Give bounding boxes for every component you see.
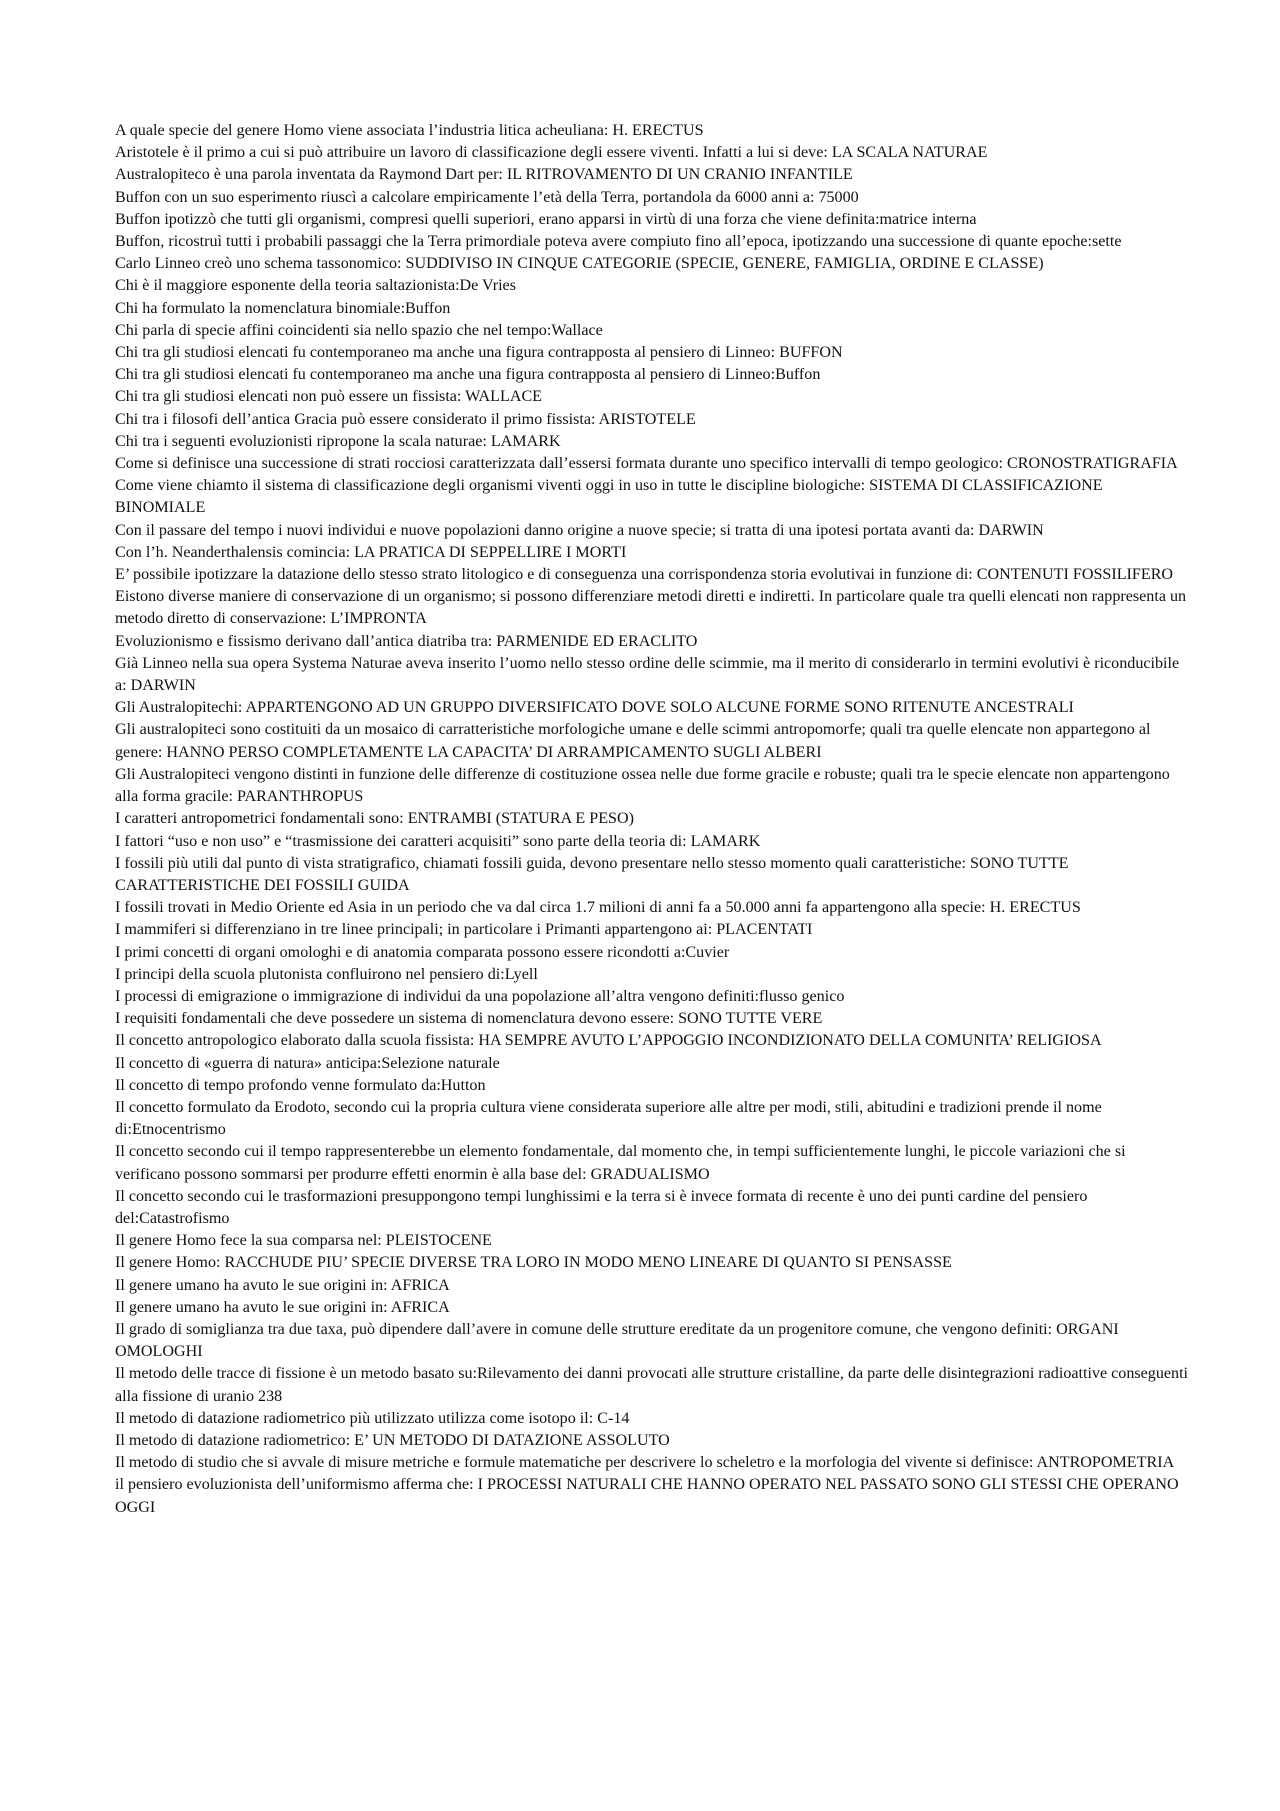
qa-line: Chi parla di specie affini coincidenti sia nello spazio che nel tempo:Wallace <box>115 321 603 339</box>
qa-line: Il grado di somiglianza tra due taxa, può dipendere dall’avere in comune delle strutture ereditate da un progenitore comune, che vengono definiti: ORGANI OMOLOGHI <box>115 1320 1119 1361</box>
qa-line: Australopiteco è una parola inventata da Raymond Dart per: IL RITROVAMENTO DI UN CRANIO INFANTILE <box>115 166 853 184</box>
qa-line: I mammiferi si differenziano in tre linee principali; in particolare i Primanti appartengono ai: PLACENTATI <box>115 921 813 939</box>
qa-line: Il concetto di «guerra di natura» anticipa:Selezione naturale <box>115 1054 500 1072</box>
qa-line: Gli Australopiteci vengono distinti in funzione delle differenze di costituzione ossea nelle due forme gracile e robuste; quali tra le specie elencate non appartengono alla forma gracile: PARANTHROPUS <box>115 765 1170 806</box>
qa-line: I processi di emigrazione o immigrazione di individui da una popolazione all’altra vengono definiti:flusso genico <box>115 987 845 1005</box>
qa-line: I caratteri antropometrici fondamentali sono: ENTRAMBI (STATURA E PESO) <box>115 810 634 828</box>
qa-line: Il concetto di tempo profondo venne formulato da:Hutton <box>115 1076 486 1094</box>
qa-line: I fossili più utili dal punto di vista stratigrafico, chiamati fossili guida, devono presentare nello stesso momento quali caratteristiche: SONO TUTTE CARATTERISTICHE DEI FOSSILI GUIDA <box>115 854 1069 894</box>
qa-line: Il genere umano ha avuto le sue origini in: AFRICA <box>115 1298 450 1316</box>
qa-line: Aristotele è il primo a cui si può attribuire un lavoro di classificazione degli essere viventi. Infatti a lui si deve: LA SCALA NATURAE <box>115 144 988 162</box>
qa-line: Già Linneo nella sua opera Systema Naturae aveva inserito l’uomo nello stesso ordine delle scimmie, ma il merito di considerarlo in termini evolutivi è riconducibile a: DARWIN <box>115 654 1180 695</box>
qa-line: Chi tra i filosofi dell’antica Gracia può essere considerato il primo fissista: ARISTOTELE <box>115 410 696 428</box>
qa-line: I principi della scuola plutonista confluirono nel pensiero di:Lyell <box>115 965 538 983</box>
qa-line: Il metodo di datazione radiometrico più utilizzato utilizza come isotopo il: C-14 <box>115 1409 630 1427</box>
qa-line: Il genere Homo fece la sua comparsa nel: PLEISTOCENE <box>115 1232 492 1250</box>
qa-line: Chi tra gli studiosi elencati non può essere un fissista: WALLACE <box>115 388 543 406</box>
qa-line: I requisiti fondamentali che deve possedere un sistema di nomenclatura devono essere: SONO TUTTE VERE <box>115 1010 823 1028</box>
qa-line: Il concetto secondo cui le trasformazioni presuppongono tempi lunghissimi e la terra si è invece formata di recente è uno dei punti cardine del pensiero del:Catastrofismo <box>115 1187 1088 1227</box>
qa-line: Carlo Linneo creò uno schema tassonomico: SUDDIVISO IN CINQUE CATEGORIE (SPECIE, GENERE, FAMIGLIA, ORDINE E CLASSE) <box>115 255 1044 273</box>
qa-line: Buffon ipotizzò che tutti gli organismi, compresi quelli superiori, erano apparsi in virtù di una forza che viene definita:matrice interna <box>115 210 977 228</box>
document-page <box>115 120 1190 1519</box>
qa-line: Con il passare del tempo i nuovi individui e nuove popolazioni danno origine a nuove specie; si tratta di una ipotesi portata avanti da: DARWIN <box>115 521 1044 539</box>
qa-line: Chi tra i seguenti evoluzionisti ripropone la scala naturae: LAMARK <box>115 432 561 450</box>
qa-line: Come viene chiamto il sistema di classificazione degli organismi viventi oggi in uso in tutte le discipline biologiche: SISTEMA DI CLASSIFICAZIONE BINOMIALE <box>115 477 1103 517</box>
qa-line: il pensiero evoluzionista dell’uniformismo afferma che: I PROCESSI NATURALI CHE HANNO OPERATO NEL PASSATO SONO GLI STESSI CHE OPERANO OGGI <box>115 1476 1179 1516</box>
qa-line: Come si definisce una successione di strati rocciosi caratterizzata dall’essersi formata durante uno specifico intervalli di tempo geologico: CRONOSTRATIGRAFIA <box>115 455 1178 473</box>
qa-line: A quale specie del genere Homo viene associata l’industria litica acheuliana: H. ERECTUS <box>115 122 704 139</box>
qa-line: Con l’h. Neanderthalensis comincia: LA PRATICA DI SEPPELLIRE I MORTI <box>115 543 627 561</box>
qa-line: Il metodo di datazione radiometrico: E’ UN METODO DI DATAZIONE ASSOLUTO <box>115 1431 670 1449</box>
qa-line: Il concetto antropologico elaborato dalla scuola fissista: HA SEMPRE AVUTO L’APPOGGIO INCONDIZIONATO DELLA COMUNITA’ RELIGIOSA <box>115 1032 1102 1050</box>
qa-line: E’ possibile ipotizzare la datazione dello stesso strato litologico e di conseguenza una corrispondenza storia evolutivai in funzione di: CONTENUTI FOSSILIFERO <box>115 566 1174 584</box>
qa-line: I primi concetti di organi omologhi e di anatomia comparata possono essere ricondotti a:Cuvier <box>115 943 730 961</box>
qa-line: Eistono diverse maniere di conservazione di un organismo; si possono differenziare metodi diretti e indiretti. In particolare quale tra quelli elencati non rappresenta un metodo diretto di conservazione: L’IMPRONTA <box>115 588 1187 628</box>
qa-line: I fattori “uso e non uso” e “trasmissione dei caratteri acquisiti” sono parte della teoria di: LAMARK <box>115 832 761 850</box>
qa-line: Gli Australopitechi: APPARTENGONO AD UN GRUPPO DIVERSIFICATO DOVE SOLO ALCUNE FORME SONO RITENUTE ANCESTRALI <box>115 699 1074 717</box>
qa-line: Il metodo di studio che si avvale di misure metriche e formule matematiche per descrivere lo scheletro e la morfologia del vivente si definisce: ANTROPOMETRIA <box>115 1454 1175 1472</box>
qa-line: Chi è il maggiore esponente della teoria saltazionista:De Vries <box>115 277 516 295</box>
qa-line: Buffon, ricostruì tutti i probabili passaggi che la Terra primordiale poteva avere compiuto fino all’epoca, ipotizzando una successione di quante epoche:sette <box>115 233 1122 251</box>
qa-line: Gli australopiteci sono costituiti da un mosaico di carratteristiche morfologiche umane e delle scimmi antropomorfe; quali tra quelle elencate non appartegono al genere: HANNO PERSO COMPLETAMENTE LA CAPACITA’ DI ARRAMPICAMENTO SUGLI ALBERI <box>115 721 1151 761</box>
qa-line: Il metodo delle tracce di fissione è un metodo basato su:Rilevamento dei danni provocati alle strutture cristalline, da parte delle disintegrazioni radioattive conseguenti alla fissione di uranio 238 <box>115 1365 1189 1405</box>
qa-line: I fossili trovati in Medio Oriente ed Asia in un periodo che va dal circa 1.7 milioni di anni fa a 50.000 anni fa appartengono alla specie: H. ERECTUS <box>115 899 1081 917</box>
qa-line: Il genere umano ha avuto le sue origini in: AFRICA <box>115 1276 450 1294</box>
qa-line: Evoluzionismo e fissismo derivano dall’antica diatriba tra: PARMENIDE ED ERACLITO <box>115 632 698 650</box>
qa-line: Il concetto secondo cui il tempo rappresenterebbe un elemento fondamentale, dal momento che, in tempi sufficientemente lunghi, le piccole variazioni che si verificano possono sommarsi per produrre effetti enormin è alla base del: GRADUALISMO <box>115 1143 1126 1183</box>
qa-line: Il concetto formulato da Erodoto, secondo cui la propria cultura viene considerata superiore alle altre per modi, stili, abitudini e tradizioni prende il nome di:Etnocentrismo <box>115 1098 1102 1139</box>
qa-line: Il genere Homo: RACCHUDE PIU’ SPECIE DIVERSE TRA LORO IN MODO MENO LINEARE DI QUANTO SI PENSASSE <box>115 1254 952 1272</box>
qa-line: Chi tra gli studiosi elencati fu contemporaneo ma anche una figura contrapposta al pensiero di Linneo:Buffon <box>115 366 821 384</box>
qa-line: Buffon con un suo esperimento riuscì a calcolare empiricamente l’età della Terra, portandola da 6000 anni a: 75000 <box>115 188 859 206</box>
qa-line: Chi tra gli studiosi elencati fu contemporaneo ma anche una figura contrapposta al pensiero di Linneo: BUFFON <box>115 344 843 362</box>
qa-line: Chi ha formulato la nomenclatura binomiale:Buffon <box>115 299 451 317</box>
